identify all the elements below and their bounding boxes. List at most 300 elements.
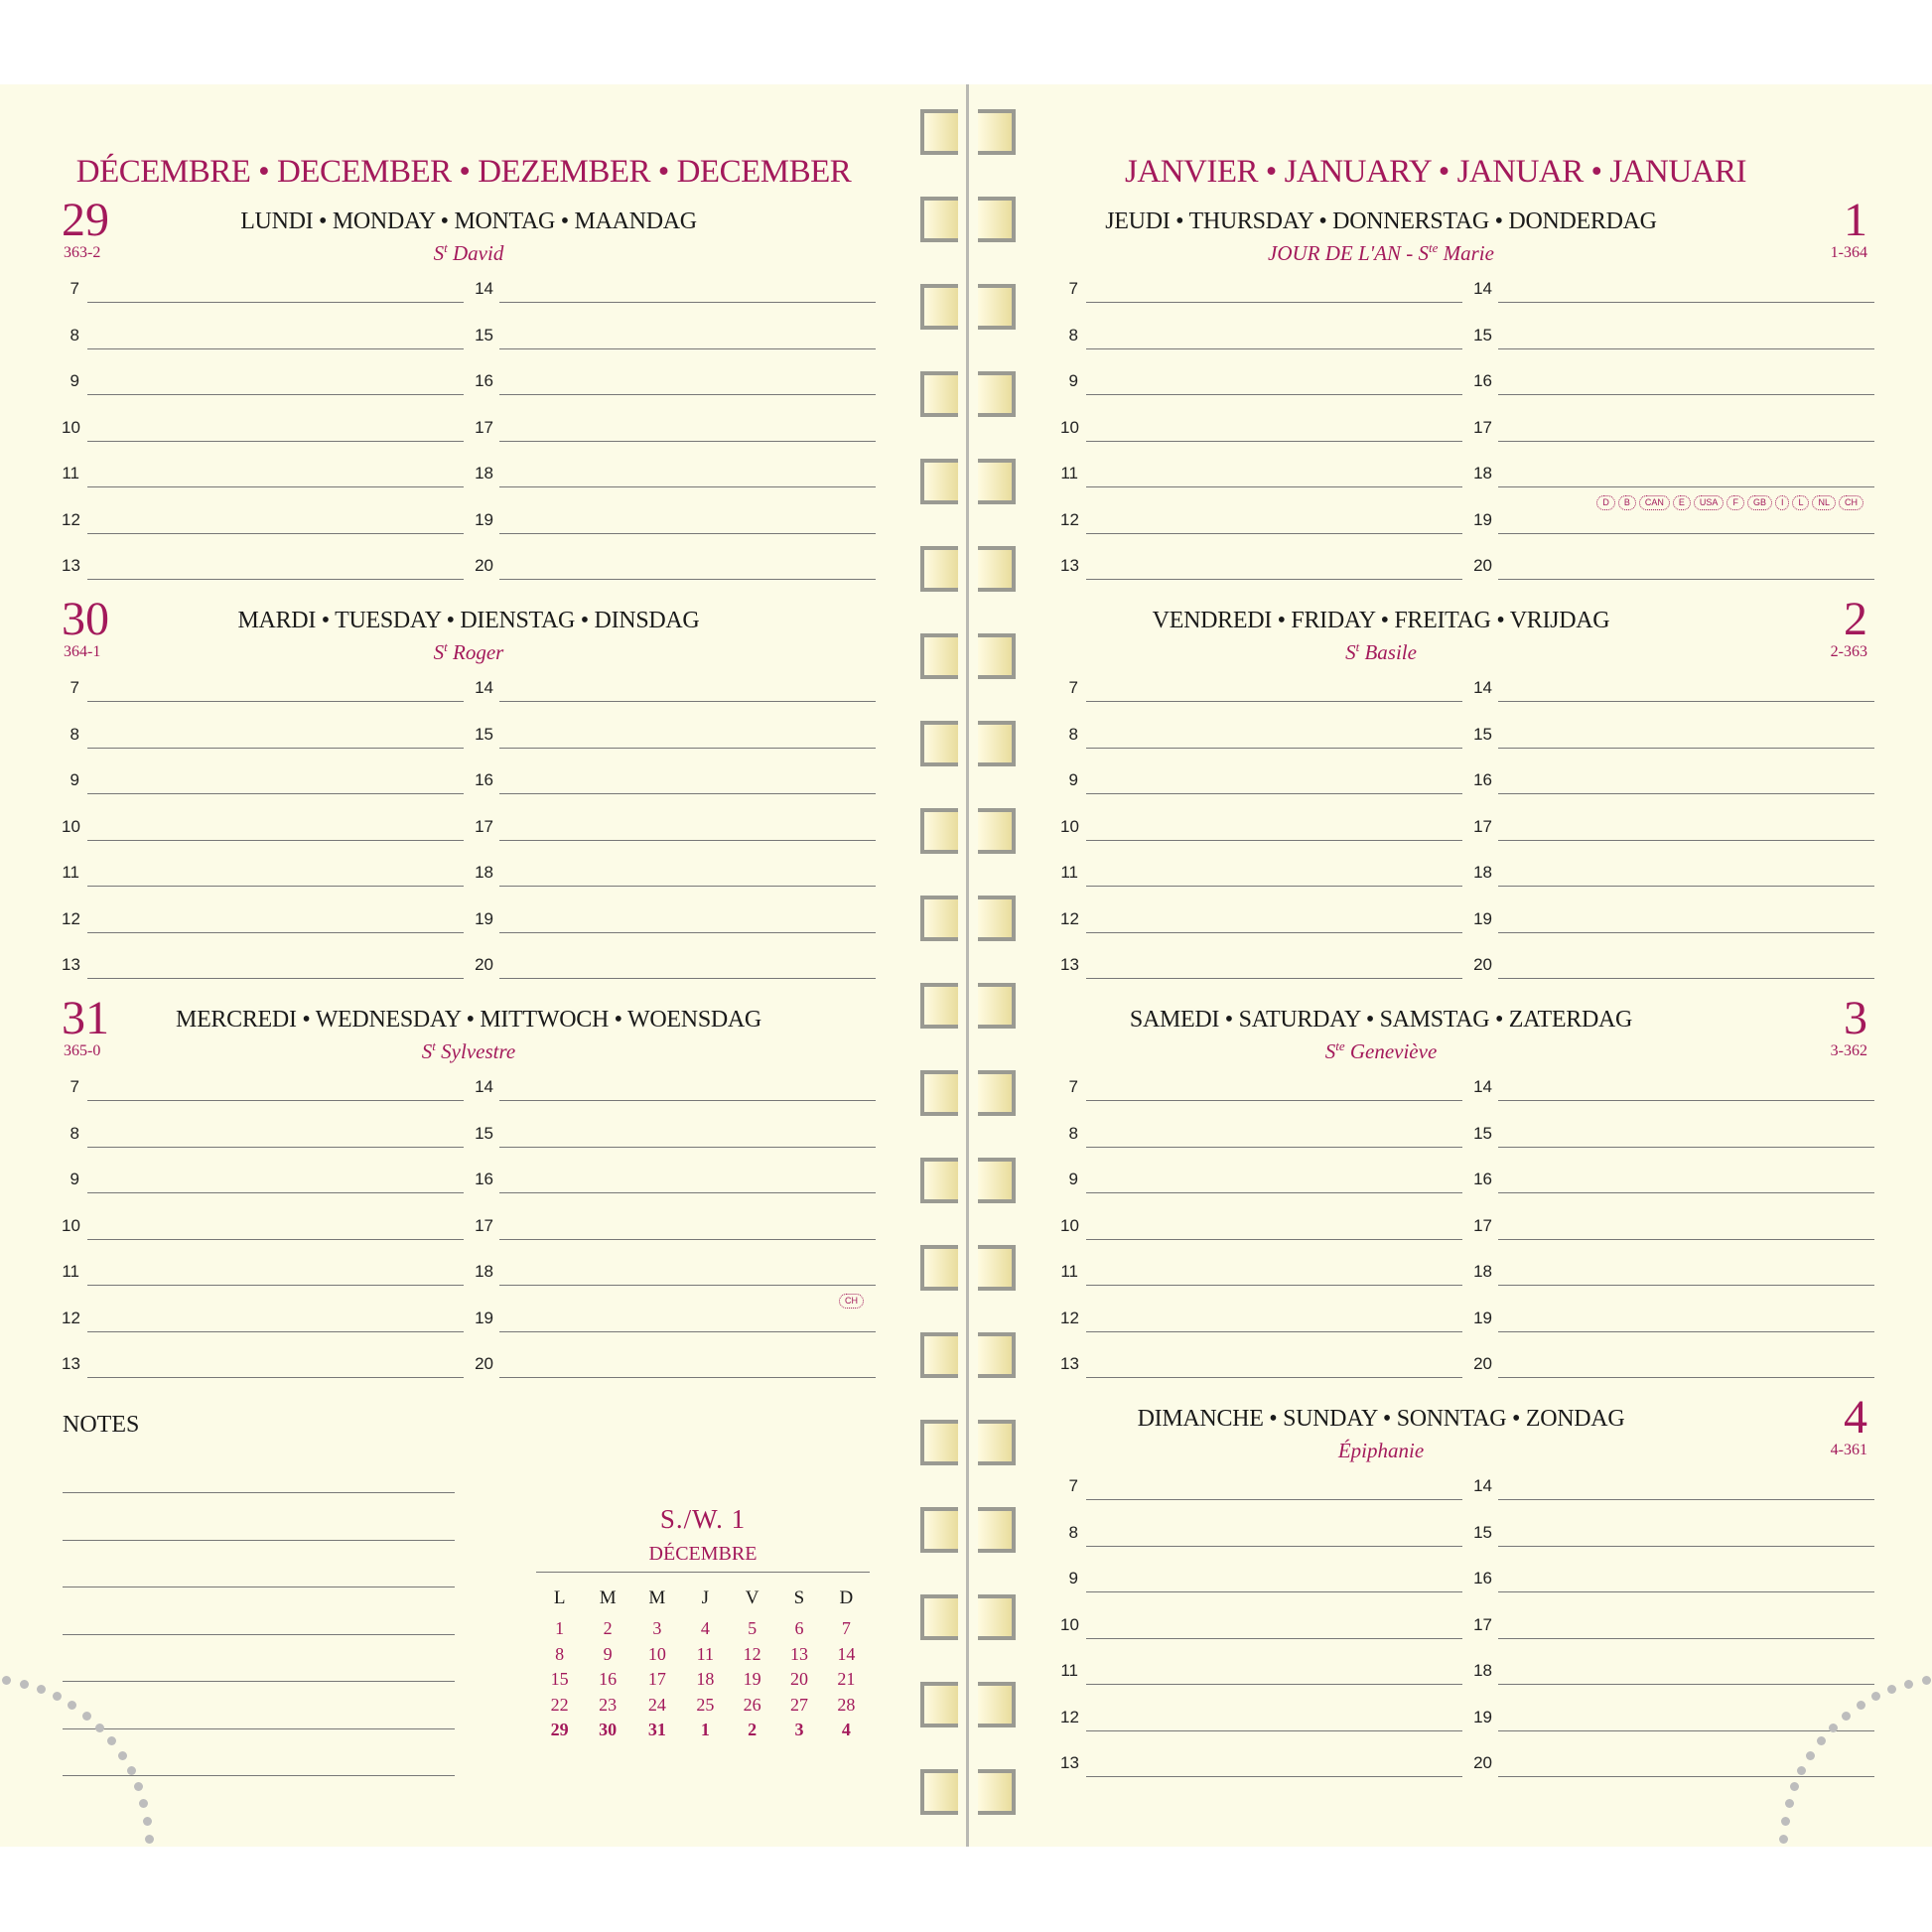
- hour-row[interactable]: [474, 717, 876, 763]
- writing-line[interactable]: [1498, 1730, 1874, 1731]
- hour-row[interactable]: [1472, 717, 1874, 763]
- hour-label: 19: [1473, 1707, 1492, 1726]
- writing-line[interactable]: [87, 533, 464, 534]
- hour-row[interactable]: [474, 1254, 876, 1301]
- hour-row[interactable]: [474, 502, 876, 549]
- writing-line[interactable]: [87, 1147, 464, 1148]
- mini-calendar-date: 21: [837, 1669, 856, 1690]
- hour-row[interactable]: [1060, 762, 1462, 809]
- writing-line[interactable]: [1086, 1192, 1462, 1193]
- writing-line[interactable]: [499, 840, 876, 841]
- mini-calendar-date: 13: [789, 1643, 808, 1664]
- hour-row[interactable]: [474, 901, 876, 948]
- hour-row[interactable]: [474, 809, 876, 856]
- binding-ring: [920, 896, 958, 941]
- hour-column: [1060, 271, 1462, 595]
- writing-line[interactable]: [1086, 1239, 1462, 1240]
- writing-line[interactable]: [499, 701, 876, 702]
- hour-label: 12: [1060, 1308, 1079, 1327]
- hour-row[interactable]: [1060, 1301, 1462, 1347]
- writing-line[interactable]: [1498, 441, 1874, 442]
- hour-label: 10: [62, 816, 80, 836]
- hour-row[interactable]: [62, 947, 464, 994]
- hour-column: [62, 1069, 464, 1393]
- mini-calendar-date: 15: [550, 1669, 569, 1690]
- writing-line[interactable]: [87, 394, 464, 395]
- notes-lines[interactable]: [63, 1492, 455, 1823]
- mini-calendar-date: 22: [550, 1694, 569, 1715]
- hour-label: 16: [475, 1170, 493, 1188]
- writing-line[interactable]: [87, 886, 464, 887]
- hour-row[interactable]: [62, 1254, 464, 1301]
- writing-line[interactable]: [1086, 441, 1462, 442]
- binding-ring: [920, 983, 958, 1029]
- mini-calendar-date: 27: [789, 1694, 808, 1715]
- writing-line[interactable]: [1498, 1684, 1874, 1685]
- hour-row[interactable]: [62, 1208, 464, 1255]
- hour-row[interactable]: [1060, 1561, 1462, 1607]
- hour-row[interactable]: [1060, 809, 1462, 856]
- writing-line[interactable]: [1086, 793, 1462, 794]
- mini-calendar-date: 9: [603, 1643, 613, 1664]
- hour-row[interactable]: [62, 1346, 464, 1393]
- writing-line[interactable]: [499, 1147, 876, 1148]
- writing-line[interactable]: [1086, 486, 1462, 487]
- hour-label: 18: [475, 863, 493, 882]
- hour-row[interactable]: [1472, 901, 1874, 948]
- writing-line[interactable]: [499, 533, 876, 534]
- writing-line[interactable]: [499, 1239, 876, 1240]
- hour-row[interactable]: [1472, 855, 1874, 901]
- mini-calendar-date: 29: [550, 1720, 569, 1740]
- decorative-dot: [1779, 1835, 1788, 1844]
- hour-row[interactable]: [474, 1162, 876, 1208]
- hour-row[interactable]: [1060, 1208, 1462, 1255]
- hour-row[interactable]: [62, 670, 464, 717]
- writing-line[interactable]: [1086, 840, 1462, 841]
- writing-line[interactable]: [1498, 302, 1874, 303]
- writing-line[interactable]: [1086, 1285, 1462, 1286]
- month-title-left: DÉCEMBRE • DECEMBER • DEZEMBER • DECEMBER: [75, 154, 852, 190]
- hour-row[interactable]: [1060, 1069, 1462, 1116]
- hour-label: 11: [62, 464, 79, 483]
- hour-row[interactable]: [1472, 1653, 1874, 1700]
- hour-row[interactable]: [474, 318, 876, 364]
- writing-line[interactable]: [1498, 978, 1874, 979]
- hour-row[interactable]: [62, 502, 464, 549]
- writing-line[interactable]: [1086, 1684, 1462, 1685]
- hour-row[interactable]: [1060, 410, 1462, 457]
- writing-line[interactable]: [499, 793, 876, 794]
- writing-line[interactable]: [499, 1192, 876, 1193]
- writing-line[interactable]: [1498, 701, 1874, 702]
- hour-row[interactable]: [1060, 901, 1462, 948]
- writing-line[interactable]: [499, 1100, 876, 1101]
- writing-line[interactable]: [1086, 932, 1462, 933]
- writing-line[interactable]: [1498, 533, 1874, 534]
- writing-line[interactable]: [499, 978, 876, 979]
- hour-row[interactable]: [474, 456, 876, 502]
- writing-line[interactable]: [499, 1331, 876, 1332]
- decorative-dot: [1817, 1736, 1826, 1745]
- hour-row[interactable]: [1060, 670, 1462, 717]
- day-number: 31: [62, 992, 109, 1044]
- hour-row[interactable]: [1472, 318, 1874, 364]
- hour-row[interactable]: [1060, 456, 1462, 502]
- hour-row[interactable]: [1472, 1468, 1874, 1515]
- hour-label: 14: [1473, 678, 1492, 697]
- hour-row[interactable]: [62, 410, 464, 457]
- hour-label: 8: [69, 325, 79, 345]
- hour-row[interactable]: [1472, 1515, 1874, 1562]
- day-name: MERCREDI • WEDNESDAY • MITTWOCH • WOENSDAG: [176, 1007, 761, 1033]
- planner-spread: [0, 84, 1932, 1847]
- decorative-dot: [1829, 1724, 1838, 1732]
- writing-line[interactable]: [87, 1192, 464, 1193]
- hour-label: 18: [475, 1262, 493, 1281]
- notes-line[interactable]: [63, 1540, 455, 1587]
- weekday-header: M: [648, 1587, 666, 1608]
- hour-row[interactable]: [1472, 670, 1874, 717]
- writing-line[interactable]: [1086, 978, 1462, 979]
- hour-label: 16: [1473, 371, 1492, 390]
- mini-calendar-date: 17: [647, 1669, 666, 1690]
- country-badge: NL: [1812, 495, 1836, 510]
- writing-line[interactable]: [1498, 1591, 1874, 1592]
- saint-prefix: S: [433, 241, 445, 265]
- day-name: VENDREDI • FRIDAY • FREITAG • VRIJDAG: [1152, 608, 1610, 633]
- writing-line[interactable]: [1086, 1499, 1462, 1500]
- writing-line[interactable]: [1498, 932, 1874, 933]
- notes-line[interactable]: [63, 1681, 455, 1728]
- notes-line[interactable]: [63, 1634, 455, 1682]
- writing-line[interactable]: [1498, 1100, 1874, 1101]
- writing-line[interactable]: [1498, 793, 1874, 794]
- hour-row[interactable]: [1060, 717, 1462, 763]
- writing-line[interactable]: [1498, 394, 1874, 395]
- hour-row[interactable]: [1060, 947, 1462, 994]
- hour-label: 15: [1473, 325, 1492, 345]
- writing-line[interactable]: [499, 579, 876, 580]
- binding-ring: [920, 1245, 958, 1291]
- writing-line[interactable]: [1086, 394, 1462, 395]
- saint-superscript: t: [1355, 639, 1360, 654]
- writing-line[interactable]: [1498, 1147, 1874, 1148]
- hour-row[interactable]: [1472, 1607, 1874, 1654]
- writing-line[interactable]: [1086, 533, 1462, 534]
- writing-line[interactable]: [1498, 1192, 1874, 1193]
- writing-line[interactable]: [1498, 1776, 1874, 1777]
- hour-row[interactable]: [1472, 1208, 1874, 1255]
- hour-row[interactable]: [474, 548, 876, 595]
- writing-line[interactable]: [499, 886, 876, 887]
- right-page: [974, 84, 1932, 1847]
- hour-row[interactable]: [1472, 809, 1874, 856]
- mini-calendar-month: DÉCEMBRE: [536, 1543, 870, 1573]
- hour-label: 9: [1068, 770, 1078, 789]
- hour-row[interactable]: [1060, 1116, 1462, 1163]
- writing-line[interactable]: [1086, 1776, 1462, 1777]
- hour-row[interactable]: [1060, 1515, 1462, 1562]
- writing-line[interactable]: [499, 486, 876, 487]
- hour-row[interactable]: [1060, 271, 1462, 318]
- writing-line[interactable]: [1086, 348, 1462, 349]
- mini-calendar-week: S./W. 1: [659, 1504, 747, 1534]
- hour-row[interactable]: [1060, 1607, 1462, 1654]
- hour-row[interactable]: [1060, 1468, 1462, 1515]
- hour-row[interactable]: [474, 363, 876, 410]
- hour-label: 7: [1068, 678, 1078, 697]
- writing-line[interactable]: [1086, 1377, 1462, 1378]
- writing-line[interactable]: [1086, 1638, 1462, 1639]
- hour-row[interactable]: [474, 410, 876, 457]
- writing-line[interactable]: [499, 1285, 876, 1286]
- writing-line[interactable]: [1498, 1638, 1874, 1639]
- mini-calendar-date: 3: [652, 1618, 662, 1639]
- writing-line[interactable]: [87, 1331, 464, 1332]
- hour-label: 20: [1473, 1753, 1492, 1772]
- writing-line[interactable]: [499, 302, 876, 303]
- hour-row[interactable]: [1472, 410, 1874, 457]
- writing-line[interactable]: [87, 348, 464, 349]
- hour-row[interactable]: [474, 1069, 876, 1116]
- hour-row[interactable]: [1472, 1561, 1874, 1607]
- saint-superscript: t: [444, 240, 448, 255]
- hour-row[interactable]: [1060, 1700, 1462, 1746]
- writing-line[interactable]: [87, 748, 464, 749]
- hour-row[interactable]: [62, 762, 464, 809]
- writing-line[interactable]: [1086, 1730, 1462, 1731]
- weekday-header: J: [701, 1587, 710, 1608]
- saint-name: Sylvestre: [435, 1039, 516, 1063]
- mini-calendar-date: 31: [647, 1720, 666, 1740]
- writing-line[interactable]: [1086, 1591, 1462, 1592]
- decorative-dot: [143, 1817, 152, 1826]
- hour-row[interactable]: [1472, 1346, 1874, 1393]
- writing-line[interactable]: [87, 1377, 464, 1378]
- writing-line[interactable]: [1498, 1239, 1874, 1240]
- writing-line[interactable]: [1498, 486, 1874, 487]
- decorative-dot: [20, 1680, 29, 1689]
- hour-label: 15: [1473, 1123, 1492, 1143]
- hour-row[interactable]: [1060, 502, 1462, 549]
- hour-column: [1060, 670, 1462, 994]
- hour-row[interactable]: [1472, 947, 1874, 994]
- writing-line[interactable]: [499, 441, 876, 442]
- hour-row[interactable]: [474, 271, 876, 318]
- hour-row[interactable]: [62, 1162, 464, 1208]
- hour-label: 10: [62, 417, 80, 437]
- writing-line[interactable]: [87, 701, 464, 702]
- hour-label: 20: [475, 556, 493, 575]
- writing-line[interactable]: [1498, 1331, 1874, 1332]
- writing-line[interactable]: [1086, 1546, 1462, 1547]
- binding-ring: [920, 1070, 958, 1116]
- writing-line[interactable]: [1498, 840, 1874, 841]
- hour-row[interactable]: [62, 363, 464, 410]
- mini-calendar-date: 2: [748, 1720, 758, 1740]
- hour-label: 17: [1473, 1215, 1492, 1235]
- writing-line[interactable]: [87, 978, 464, 979]
- writing-line[interactable]: [87, 1285, 464, 1286]
- country-badge: GB: [1747, 495, 1772, 510]
- hour-row[interactable]: [1472, 1116, 1874, 1163]
- writing-line[interactable]: [1498, 748, 1874, 749]
- hour-row[interactable]: [62, 271, 464, 318]
- hour-row[interactable]: [62, 855, 464, 901]
- hour-row[interactable]: [1060, 363, 1462, 410]
- hour-row[interactable]: [474, 670, 876, 717]
- decorative-dot: [1922, 1676, 1931, 1685]
- hour-label: 16: [1473, 1170, 1492, 1188]
- hour-row[interactable]: [1472, 363, 1874, 410]
- writing-line[interactable]: [1086, 886, 1462, 887]
- hour-label: 18: [1473, 464, 1492, 483]
- writing-line[interactable]: [1086, 302, 1462, 303]
- hour-row[interactable]: [1472, 1745, 1874, 1792]
- hour-label: 9: [1068, 371, 1078, 390]
- binding-ring: [920, 459, 958, 504]
- hour-label: 8: [1068, 1522, 1078, 1542]
- writing-line[interactable]: [1498, 886, 1874, 887]
- writing-line[interactable]: [499, 348, 876, 349]
- binding-ring: [920, 109, 958, 155]
- writing-line[interactable]: [1086, 1100, 1462, 1101]
- hour-row[interactable]: [474, 855, 876, 901]
- hour-row[interactable]: [1060, 1254, 1462, 1301]
- hour-row[interactable]: [1472, 1700, 1874, 1746]
- hour-label: 16: [475, 770, 493, 789]
- writing-line[interactable]: [499, 1377, 876, 1378]
- writing-line[interactable]: [87, 1100, 464, 1101]
- writing-line[interactable]: [87, 1239, 464, 1240]
- hour-row[interactable]: [62, 1116, 464, 1163]
- hour-row[interactable]: [1060, 548, 1462, 595]
- writing-line[interactable]: [1498, 1499, 1874, 1500]
- mini-calendar-date: 20: [789, 1669, 808, 1690]
- hour-row[interactable]: [1060, 855, 1462, 901]
- hour-row[interactable]: [62, 456, 464, 502]
- writing-line[interactable]: [1086, 748, 1462, 749]
- saint-of-day: [131, 240, 806, 266]
- hour-label: 17: [1473, 816, 1492, 836]
- hour-row[interactable]: [62, 1301, 464, 1347]
- notes-line[interactable]: [63, 1587, 455, 1634]
- writing-line[interactable]: [1498, 348, 1874, 349]
- hour-label: 19: [475, 509, 493, 529]
- day-number: 4: [1844, 1391, 1867, 1444]
- writing-line[interactable]: [87, 441, 464, 442]
- hour-label: 20: [1473, 955, 1492, 974]
- writing-line[interactable]: [1498, 1285, 1874, 1286]
- hour-label: 14: [475, 279, 493, 298]
- weekday-header: L: [553, 1587, 566, 1608]
- hour-row[interactable]: [1472, 1254, 1874, 1301]
- decorative-dot: [1842, 1712, 1851, 1721]
- day-name: MARDI • TUESDAY • DIENSTAG • DINSDAG: [237, 608, 700, 633]
- writing-line[interactable]: [499, 748, 876, 749]
- writing-line[interactable]: [1086, 579, 1462, 580]
- hour-label: 11: [62, 1262, 79, 1281]
- hour-label: 9: [1068, 1569, 1078, 1587]
- hour-label: 14: [475, 1077, 493, 1096]
- decorative-dot: [1904, 1680, 1913, 1689]
- binding-ring: [920, 1332, 958, 1378]
- writing-line[interactable]: [1498, 1377, 1874, 1378]
- writing-line[interactable]: [1498, 579, 1874, 580]
- saint-name: Geneviève: [1344, 1039, 1438, 1063]
- writing-line[interactable]: [1086, 1331, 1462, 1332]
- writing-line[interactable]: [499, 394, 876, 395]
- hour-row[interactable]: [1472, 271, 1874, 318]
- holiday-country-badges: [1596, 495, 1863, 510]
- decorative-dot: [37, 1685, 46, 1694]
- hour-row[interactable]: [1472, 1162, 1874, 1208]
- day-name: SAMEDI • SATURDAY • SAMSTAG • ZATERDAG: [1129, 1007, 1633, 1033]
- hour-row[interactable]: [62, 717, 464, 763]
- hour-row[interactable]: [1472, 1069, 1874, 1116]
- hour-row[interactable]: [474, 1301, 876, 1347]
- hour-row[interactable]: [62, 548, 464, 595]
- hour-row[interactable]: [474, 762, 876, 809]
- hour-row[interactable]: [1060, 1653, 1462, 1700]
- writing-line[interactable]: [87, 793, 464, 794]
- hour-label: 10: [1060, 816, 1079, 836]
- binding-ring: [920, 808, 958, 854]
- hour-column: [1472, 271, 1874, 595]
- writing-line[interactable]: [1086, 701, 1462, 702]
- hour-label: 19: [1473, 1308, 1492, 1327]
- mini-calendar-week-row: [536, 1667, 870, 1693]
- hour-row[interactable]: [62, 1069, 464, 1116]
- hour-label: 9: [1068, 1170, 1078, 1188]
- hour-row[interactable]: [62, 809, 464, 856]
- hour-row[interactable]: [474, 1346, 876, 1393]
- writing-line[interactable]: [87, 302, 464, 303]
- notes-line[interactable]: [63, 1775, 455, 1823]
- hour-row[interactable]: [1060, 1162, 1462, 1208]
- hour-row[interactable]: [1060, 1745, 1462, 1792]
- writing-line[interactable]: [87, 932, 464, 933]
- writing-line[interactable]: [87, 579, 464, 580]
- notes-line[interactable]: [63, 1492, 455, 1540]
- decorative-dot: [145, 1835, 154, 1844]
- hour-row[interactable]: [62, 901, 464, 948]
- hour-row[interactable]: [1060, 1346, 1462, 1393]
- mini-calendar: [536, 1504, 870, 1743]
- writing-line[interactable]: [499, 932, 876, 933]
- hour-row[interactable]: [474, 947, 876, 994]
- day-number: 30: [62, 593, 109, 645]
- hour-label: 9: [69, 371, 79, 390]
- hour-row[interactable]: [1472, 1301, 1874, 1347]
- writing-line[interactable]: [1086, 1147, 1462, 1148]
- hour-row[interactable]: [474, 1208, 876, 1255]
- hour-label: 16: [1473, 770, 1492, 789]
- binding-ring: [920, 546, 958, 592]
- mini-calendar-date: 19: [743, 1669, 761, 1690]
- writing-line[interactable]: [1498, 1546, 1874, 1547]
- writing-line[interactable]: [87, 840, 464, 841]
- writing-line[interactable]: [87, 486, 464, 487]
- hour-row[interactable]: [1472, 548, 1874, 595]
- hour-row[interactable]: [62, 318, 464, 364]
- hour-label: 8: [1068, 325, 1078, 345]
- hour-row[interactable]: [474, 1116, 876, 1163]
- saint-of-day: [1034, 639, 1728, 665]
- hour-row[interactable]: [1472, 762, 1874, 809]
- hour-row[interactable]: [1060, 318, 1462, 364]
